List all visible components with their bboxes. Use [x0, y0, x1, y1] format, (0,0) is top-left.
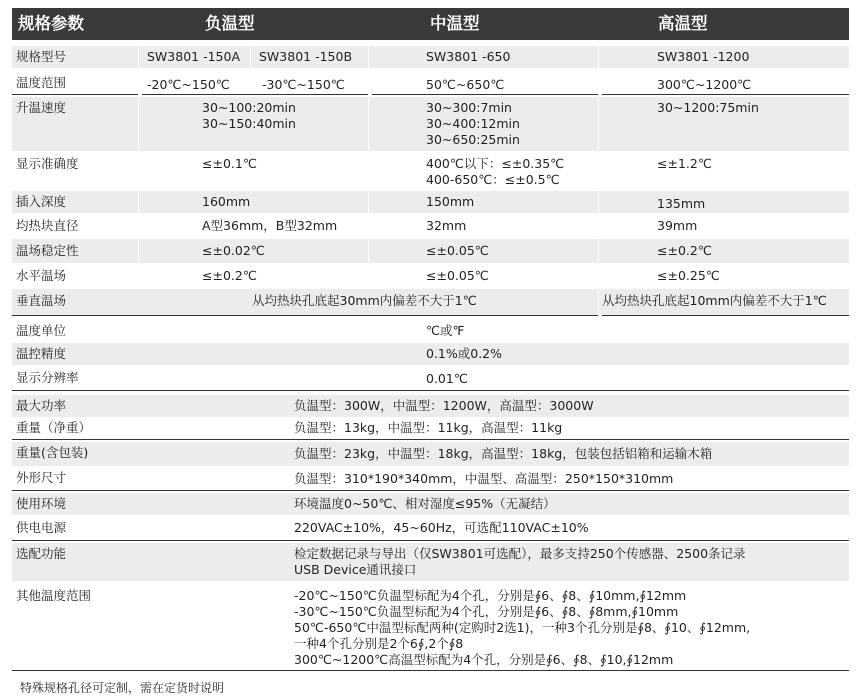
row-display-accuracy — [12, 153, 849, 189]
row-label: 规格型号 — [16, 49, 67, 64]
row-gross-weight — [12, 442, 849, 466]
horizontal-low: ≤±0.2℃ — [202, 268, 257, 283]
range-high: 300℃~1200℃ — [657, 77, 752, 92]
model-low-a: SW3801 -150A — [147, 49, 240, 64]
row-label: 温度单位 — [16, 323, 67, 338]
vertical-high: 从均热块孔底起10mm内偏差不大于1℃ — [602, 293, 827, 308]
row-vertical-field — [12, 289, 849, 315]
options-value: 检定数据记录与导出（仅SW3801可选配），最多支持250个传感器、2500条记录 USB Device通讯接口 — [294, 546, 746, 577]
vertical-low-mid: 从均热块孔底起30mm内偏差不大于1℃ — [252, 293, 477, 308]
row-net-weight — [12, 418, 849, 440]
model-high: SW3801 -1200 — [657, 49, 750, 64]
stability-low: ≤±0.02℃ — [202, 243, 265, 258]
row-label: 使用环境 — [16, 496, 67, 511]
row-label: 升温速度 — [16, 100, 67, 115]
row-control-precision — [12, 343, 849, 365]
header-high-temp: 高温型 — [658, 14, 708, 33]
row-max-power — [12, 395, 849, 417]
row-label: 重量（净重） — [16, 420, 92, 435]
row-environment — [12, 493, 849, 515]
row-label: 温场稳定性 — [16, 243, 79, 258]
row-other-ranges — [12, 585, 849, 671]
row-insertion-depth — [12, 191, 849, 213]
other-ranges-value: -20℃~150℃负温型标配为4个孔，分别是∮6、∮8、∮10mm,∮12mm -30℃~150℃负温型标配为4个孔，分别是∮6、∮8、∮8mm,∮10mm 50℃-650℃中温型标配两种(定购时2选1)，一种3个孔分别是∮8、∮10、∮12mm, 一种4个孔分别是2个6∮,2个∮8 300℃~1200℃高温型标配为4个孔，分别是∮6、∮8、∮10,∮12mm — [294, 588, 751, 667]
environment-value: 环境温度0~50℃、相对湿度≤95%（无凝结） — [294, 496, 556, 511]
gross-weight-value: 负温型：23kg，中温型：18kg，高温型：18kg，包装包括铝箱和运输木箱 — [294, 446, 713, 461]
row-label: 垂直温场 — [16, 293, 67, 308]
depth-mid: 150mm — [426, 194, 475, 209]
row-temp-unit — [12, 320, 849, 342]
row-label: 温度范围 — [16, 75, 67, 90]
diameter-mid: 32mm — [426, 218, 467, 233]
row-label: 重量(含包装) — [16, 445, 89, 460]
model-low-b: SW3801 -150B — [259, 49, 353, 64]
speed-mid: 30~300:7min 30~400:12min 30~650:25min — [426, 100, 520, 147]
row-options — [12, 543, 849, 581]
range-mid: 50℃~650℃ — [426, 77, 505, 92]
row-temp-range — [12, 72, 849, 94]
row-model — [12, 46, 849, 68]
row-field-stability — [12, 239, 849, 263]
net-weight-value: 负温型：13kg，中温型：11kg，高温型：11kg — [294, 420, 563, 435]
stability-mid: ≤±0.05℃ — [426, 243, 489, 258]
row-label: 温控精度 — [16, 346, 67, 361]
precision-value: 0.1%或0.2% — [426, 346, 503, 361]
accuracy-high: ≤±1.2℃ — [657, 156, 712, 171]
depth-low: 160mm — [202, 194, 251, 209]
row-label: 供电电源 — [16, 520, 67, 535]
accuracy-mid: 400℃以下：≤±0.35℃ 400-650℃：≤±0.5℃ — [426, 156, 565, 187]
row-display-resolution — [12, 367, 849, 391]
model-mid: SW3801 -650 — [426, 49, 511, 64]
row-label: 插入深度 — [16, 194, 67, 209]
header-mid-temp: 中温型 — [430, 14, 480, 33]
row-label: 外形尺寸 — [16, 470, 67, 485]
depth-high: 135mm — [657, 196, 706, 211]
stability-high: ≤±0.2℃ — [657, 243, 712, 258]
row-power-supply — [12, 516, 849, 541]
dimensions-value: 负温型：310*190*340mm，中温型、高温型：250*150*310mm — [294, 471, 674, 486]
row-label: 其他温度范围 — [16, 588, 92, 603]
horizontal-high: ≤±0.25℃ — [657, 268, 720, 283]
diameter-high: 39mm — [657, 218, 698, 233]
row-label: 均热块直径 — [16, 218, 79, 233]
footnote: 特殊规格孔径可定制，需在定货时说明 — [20, 681, 225, 695]
row-label: 最大功率 — [16, 398, 67, 413]
speed-low: 30~100:20min 30~150:40min — [202, 100, 296, 131]
diameter-low: A型36mm，B型32mm — [202, 218, 338, 233]
accuracy-low: ≤±0.1℃ — [202, 156, 257, 171]
temp-unit-value: ℃或℉ — [426, 323, 465, 338]
row-block-diameter — [12, 215, 849, 237]
row-label: 水平温场 — [16, 268, 67, 283]
range-low-a: -20℃~150℃ — [147, 77, 230, 92]
row-label: 选配功能 — [16, 546, 67, 561]
row-label: 显示分辨率 — [16, 370, 79, 385]
speed-high: 30~1200:75min — [657, 100, 759, 115]
power-supply-value: 220VAC±10%，45~60Hz，可选配110VAC±10% — [294, 520, 589, 535]
table-header — [12, 8, 849, 40]
horizontal-mid: ≤±0.05℃ — [426, 268, 489, 283]
header-spec: 规格参数 — [18, 14, 84, 33]
range-low-b: -30℃~150℃ — [262, 77, 345, 92]
row-heating-speed — [12, 97, 849, 151]
header-low-temp: 负温型 — [205, 14, 255, 33]
power-value: 负温型：300W，中温型：1200W，高温型：3000W — [294, 398, 594, 413]
row-dimensions — [12, 466, 849, 491]
row-horizontal-field — [12, 265, 849, 287]
row-label: 显示准确度 — [16, 156, 79, 171]
resolution-value: 0.01℃ — [426, 371, 468, 386]
